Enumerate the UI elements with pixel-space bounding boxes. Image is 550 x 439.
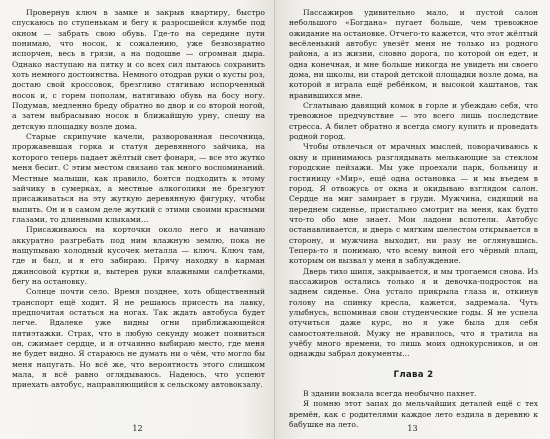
- paragraph: Чтобы отвлечься от мрачных мыслей, поворачиваюсь к окну и принимаюсь разглядывать мелькающие за стеклом городские пейзажи. Мы уже проехали парк, больницу и гостиницу «Мир», ещё одна остановка — и мы въедем в город. Я отвожусь от окна и окидываю взглядом салон. Сердце на миг замирает в груди. Мужчина, сидящий на переднем сиденье, пристально смотрит на меня, как будто что-то обо мне знает. Мои ладони вспотели. Автобус останавливается, и дверь с мягким шелестом открывается в сторону, и мужчина выходит, ни разу не оглянувшись. Теперь-то я понимаю, что всему виной его чёрный плащ, которым он вызвал у меня в заблуждение.: [289, 142, 538, 266]
- paragraph: Пассажиров удивительно мало, и пустой салон небольшого «Богдана» пугает больше, чем тревожное ожидание на остановке. Отчего-то кажется, что этот жёлтый весёленький автобус увезёт меня не только из родного района, а из жизни, словно дорога, по которой он едет, и одна конечная, и мне больше никогда не увидеть ни своего дома, ни школы, ни старой детской площадки возле дома, на которой я играла ещё ребёнком, и высокой каштанов, так нравившихся мне.: [289, 8, 538, 100]
- paragraph: Сглатываю давящий комок в горле и убеждаю себя, что тревожное предчувствие — это всего лишь последствие стресса. А билет обратно я всегда смогу купить и проведать родной город.: [289, 101, 538, 142]
- paragraph: Солнце почти село. Время позднее, хоть общественный транспорт ещё ходит. Я не решаюсь присесть на лавку, предпочитая остаться на ногах. Так ждать автобуса будет легче. Вдалеке уже видны огни приближающейся пятиэтажки. Страх, что в любую секунду может появиться он, сжимает сердце, и я отчаянно выбираю место, где меня не будет видно. Я стараюсь не думать ни о чём, что могло бы меня напугать. Но всё же, что вероятность этого слишком мала, я всё равно оглядываюсь. Надеюсь, что успеют приехать автобус, направляющийся к сельскому автовокзалу.: [12, 287, 265, 390]
- right-page: [275, 0, 550, 439]
- paragraph: Провернув ключ в замке и закрыв квартиру, быстро спускаюсь по ступенькам и бегу к разросшейся клумбе под окном — забрать свою обувь. Где-то на середине пути понимаю, что носок, к сожалению, уже безвозвратно испорчен, весь в грязи, а на подошве — огромная дыра. Однако наступаю на пятку и со всех сил пытаюсь сохранить хоть немного достоинства. Немного отодрав руки о кусты роз, достаю свой кроссовок, брезгливо стягиваю испорченный носок и, с горем пополам, натягиваю обувь на босу ногу. Подумав, медленно бреду обратно во двор и со второй ногой, а затем выбрасываю носок в ближайшую урну, спешу на детскую площадку возле дома.: [12, 8, 265, 131]
- page-number: 12: [132, 424, 143, 433]
- paragraph: Старые скрипучие качели, разворованная песочница, проржавевшая горка и статуя деревянного зайчика, на которого теперь падает жёлтый свет фонаря, — все это жутко меня бесит. С этим местом связано так много воспоминаний. Местные малыши, как правило, боятся подходить к этому зайчику в сумерках, а местные алкоголики не брезгуют присаживаться на эту жуткую деревянную фигурку, чтобы выпить. Он и в самом деле жуткий с этими своими красными глазами, то длинными клыками…: [12, 132, 265, 224]
- right-page-body: [289, 8, 538, 430]
- paragraph: В здании вокзала всегда необычно пахнет.: [303, 389, 477, 399]
- page-number: 13: [407, 424, 418, 433]
- left-page-body: [12, 8, 265, 391]
- paragraph: Дверь тихо шипя, закрывается, и мы трогаемся снова. Из пассажиров остались только я и девочка-подросток на заднем сиденье. Она устало прикрыла глаза и, откинув голову на спинку кресла, кажется, задремала. Чуть улыбнусь, вспоминая свои студенческие годы. Я не успела отучиться даже курс, но я уже была для себя самостоятельной. Мужу не нравилось, что я тратила на учёбу много времени, то лишь моих однокурсников, и он однажды забрал документы…: [289, 266, 538, 359]
- paragraph: Присаживаюсь на корточки около него и начинаю аккуратно разгребать под ним влажную землю, пока не нащупываю холодный кусочек металла — ключ. Ключ там, где и был, и я его забираю. Прячу находку в карман джинсовой куртки и, вытерев руки влажными салфетками, бегу на остановку.: [12, 225, 265, 286]
- paragraph: Я помню этот запах до мельчайших деталей ещё с тех времён, как с родителями каждое лето ездила в деревню к бабушке на лето.: [289, 399, 538, 430]
- chapter-heading: Глава 2: [393, 369, 434, 380]
